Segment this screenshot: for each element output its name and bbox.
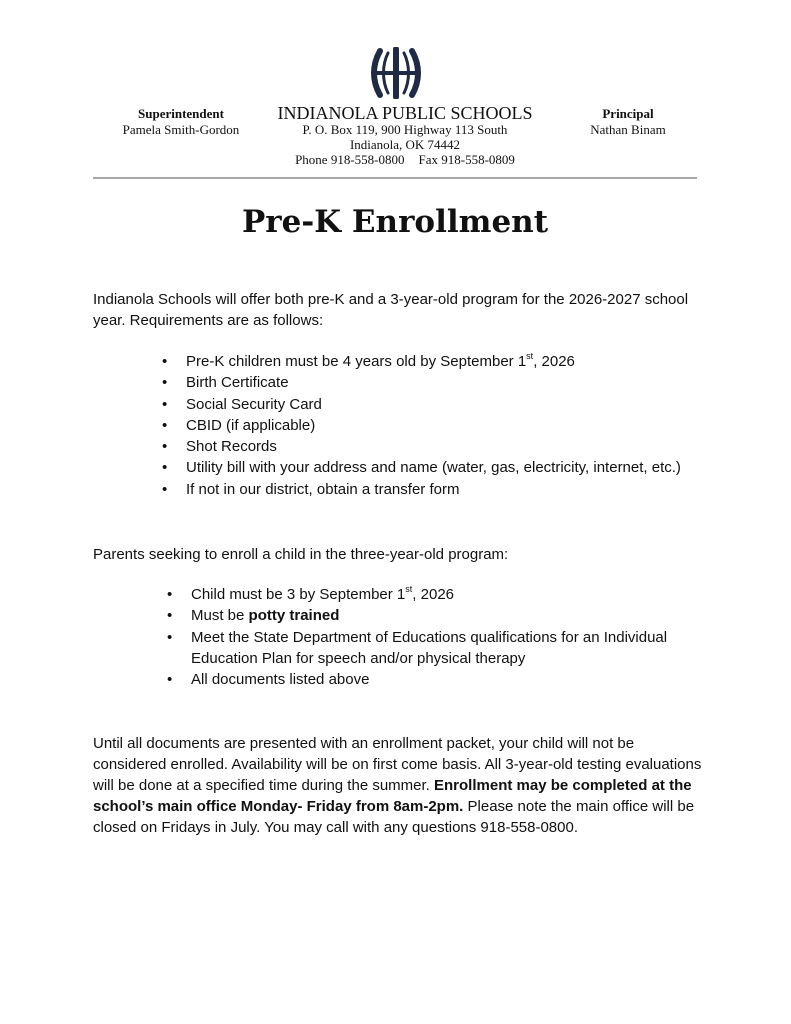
superintendent-name: Pamela Smith-Gordon xyxy=(122,122,240,137)
ih-monogram-icon xyxy=(368,47,424,99)
intro-paragraph: Indianola Schools will offer both pre-K and a 3-year-old program for the 2026-2027 school year. Requirements are as follows: xyxy=(93,291,689,329)
list-item: • Must be potty trained xyxy=(167,605,697,626)
phone-number: Phone 918-558-0800 xyxy=(295,152,405,167)
list-item: • If not in our district, obtain a transfer form xyxy=(162,479,692,500)
list-item: • CBID (if applicable) xyxy=(162,415,692,436)
address-line-1: P. O. Box 119, 900 Highway 113 South xyxy=(302,122,508,137)
list-item: • Social Security Card xyxy=(162,394,692,415)
address-line-2: Indianola, OK 74442 xyxy=(349,137,461,152)
superintendent-title: Superintendent xyxy=(138,106,224,121)
list-item: • Child must be 3 by September 1st, 2026 xyxy=(167,584,697,605)
closing-paragraph: Until all documents are presented with an enrollment packet, your child will not be considered enrolled. Availability will be on first come basis. All 3-year-old testing evaluations will be done at a specified time during the summer. Enrollment may be completed at the school’s main office Monday- Friday from 8am-2pm. Please note the main office will be closed on Fridays in July. You may call with any questions 918-558-0800. xyxy=(93,735,702,836)
page-title: Pre-K Enrollment xyxy=(241,204,549,240)
principal-name: Nathan Binam xyxy=(590,122,666,137)
list-item: • Birth Certificate xyxy=(162,372,692,393)
header-divider xyxy=(93,177,697,179)
three-year-requirements-list xyxy=(167,584,697,690)
fax-number: Fax 918-558-0809 xyxy=(418,152,515,167)
contact-line xyxy=(245,152,565,168)
list-item: • Meet the State Department of Educations qualifications for an Individual Education Plan for speech and/or physical therapy xyxy=(167,627,697,670)
prek-requirements-list xyxy=(162,351,692,500)
list-item: • Shot Records xyxy=(162,436,692,457)
list-item: • Pre-K children must be 4 years old by September 1st, 2026 xyxy=(162,351,692,372)
three-year-intro: Parents seeking to enroll a child in the three-year-old program: xyxy=(93,546,509,563)
list-item: • All documents listed above xyxy=(167,669,697,690)
school-name: INDIANOLA PUBLIC SCHOOLS xyxy=(277,103,533,123)
list-item: • Utility bill with your address and name (water, gas, electricity, internet, etc.) xyxy=(162,457,692,478)
principal-title: Principal xyxy=(602,106,654,121)
